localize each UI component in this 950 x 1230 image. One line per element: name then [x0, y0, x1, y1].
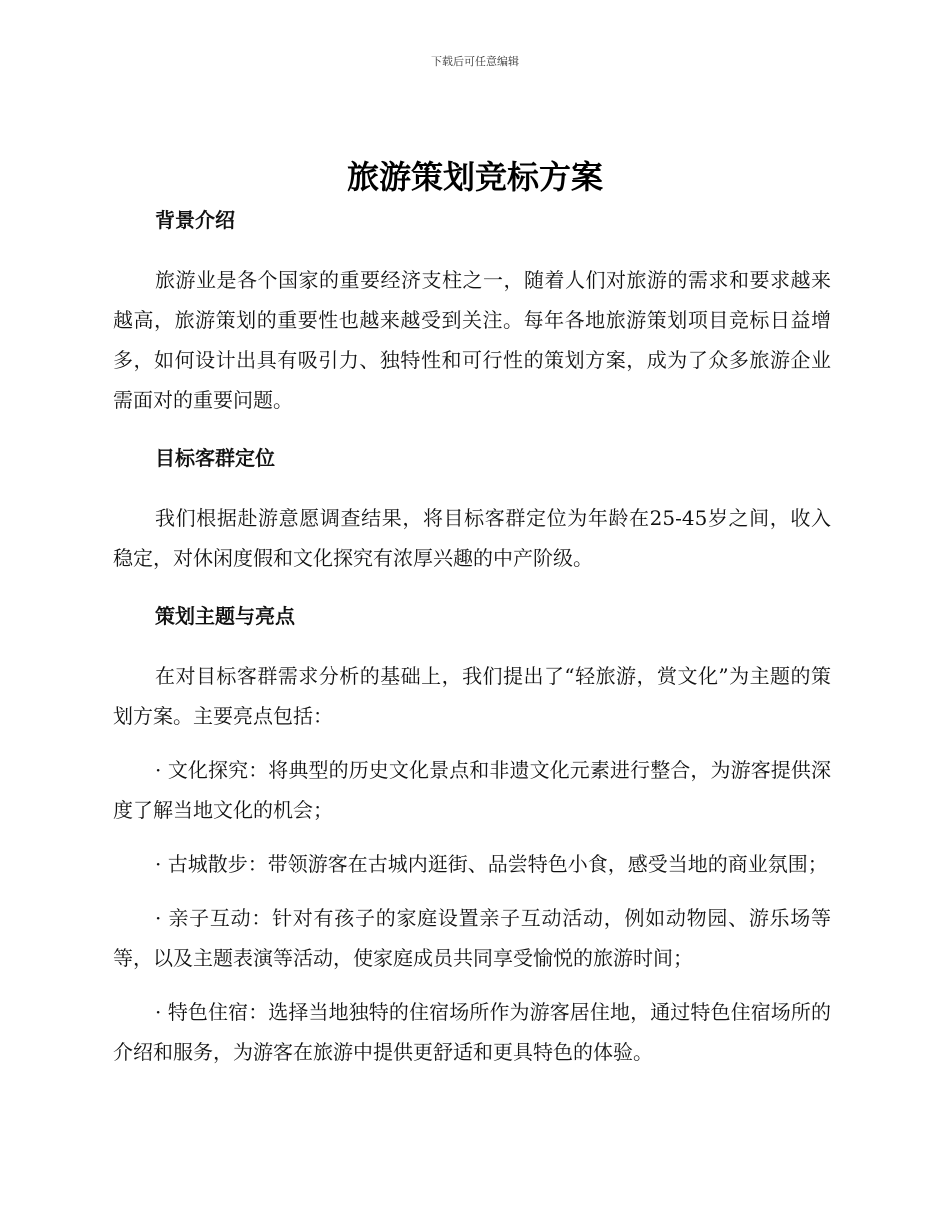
section-heading-background: 背景介绍 [155, 208, 235, 232]
document-title: 旅游策划竞标方案 [346, 158, 603, 196]
paragraph: 我们根据赴游意愿调查结果，将目标客群定位为年龄在25-45岁之间，收入稳定，对休闲度假和文化探究有浓厚兴趣的中产阶级。 [113, 506, 831, 570]
header-note: 下载后可任意编辑 [431, 55, 519, 68]
bullet-paragraph: · 古城散步：带领游客在古城内逛街、品尝特色小食，感受当地的商业氛围； [155, 852, 828, 876]
paragraph: 在对目标客群需求分析的基础上，我们提出了“轻旅游，赏文化”为主题的策划方案。主要亮点包括： [113, 664, 831, 728]
section-heading-target-audience: 目标客群定位 [155, 446, 275, 470]
paragraph: 旅游业是各个国家的重要经济支柱之一，随着人们对旅游的需求和要求越来越高，旅游策划的重要性也越来越受到关注。每年各地旅游策划项目竞标日益增多，如何设计出具有吸引力、独特性和可行性的策划方案，成为了众多旅游企业需面对的重要问题。 [113, 268, 831, 412]
bullet-paragraph: · 亲子互动：针对有孩子的家庭设置亲子互动活动，例如动物园、游乐场等等，以及主题表演等活动，使家庭成员共同享受愉悦的旅游时间； [113, 906, 831, 970]
bullet-paragraph: · 特色住宿：选择当地独特的住宿场所作为游客居住地，通过特色住宿场所的介绍和服务，为游客在旅游中提供更舒适和更具特色的体验。 [113, 1000, 831, 1064]
bullet-paragraph: · 文化探究：将典型的历史文化景点和非遗文化元素进行整合，为游客提供深度了解当地文化的机会； [113, 758, 831, 822]
document-body [113, 204, 831, 1072]
section-heading-theme-highlights: 策划主题与亮点 [155, 604, 295, 628]
